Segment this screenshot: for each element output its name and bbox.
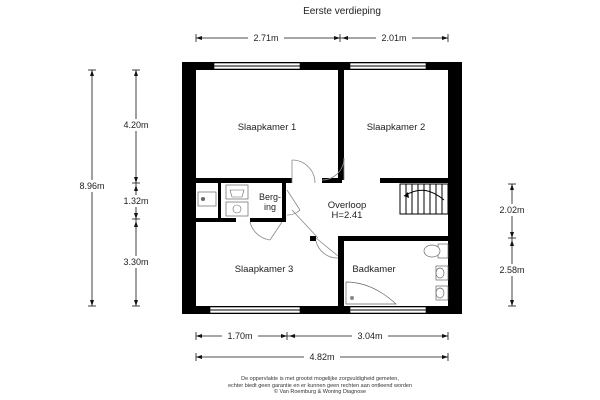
dim-bottom-right: 3.04m bbox=[357, 331, 383, 341]
dim-left-total: 8.96m bbox=[79, 181, 105, 191]
disclaimer-line-3: © Van Roemburg & Woning Diagnose bbox=[273, 389, 367, 395]
dim-left-2: 1.32m bbox=[123, 196, 149, 206]
room-berging-2: ing bbox=[263, 202, 277, 212]
dim-left-3: 3.30m bbox=[123, 257, 149, 267]
dim-bottom-total: 4.82m bbox=[309, 352, 335, 362]
room-labels bbox=[235, 122, 426, 275]
disclaimer-line-1: De oppervlakte is met grootst mogelijke zorgvuldigheid gemeten, bbox=[241, 376, 399, 382]
room-badkamer: Badkamer bbox=[352, 264, 396, 275]
room-slaapkamer-1: Slaapkamer 1 bbox=[237, 122, 297, 133]
room-overloop-height: H=2.41 bbox=[331, 210, 363, 221]
berging-fixtures bbox=[198, 185, 248, 216]
room-slaapkamer-2: Slaapkamer 2 bbox=[366, 122, 426, 133]
dim-top-right: 2.01m bbox=[381, 33, 407, 43]
dim-right-1: 2.02m bbox=[499, 205, 525, 215]
dim-right-2: 2.58m bbox=[499, 265, 525, 275]
plan-title: Eerste verdieping bbox=[303, 6, 381, 17]
dim-top-left: 2.71m bbox=[253, 33, 279, 43]
room-overloop: Overloop bbox=[327, 200, 367, 211]
walls bbox=[182, 62, 462, 314]
disclaimer bbox=[180, 376, 460, 396]
dim-left-1: 4.20m bbox=[123, 120, 149, 130]
disclaimer-line-2: echter biedt geen garantie en er kunnen geen rechten aan ontleend worden bbox=[227, 382, 413, 389]
staircase bbox=[400, 184, 448, 214]
room-berging-1: Berg- bbox=[258, 192, 282, 202]
dim-bottom-left: 1.70m bbox=[227, 331, 253, 341]
room-slaapkamer-3: Slaapkamer 3 bbox=[234, 264, 294, 275]
